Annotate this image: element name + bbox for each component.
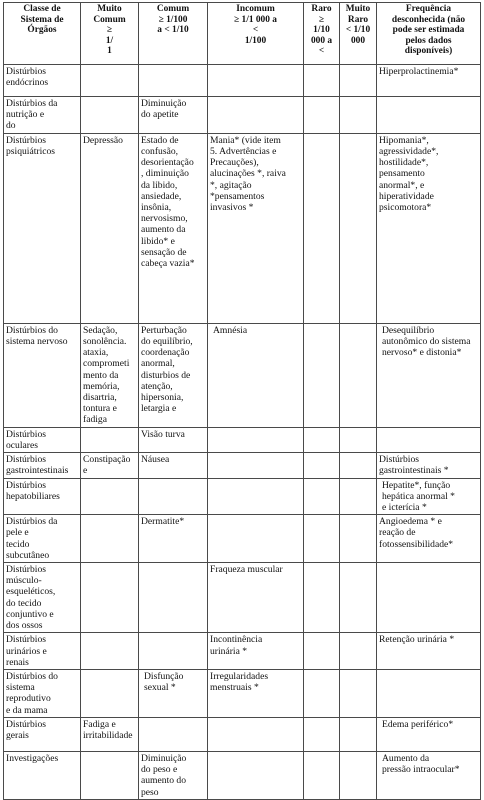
cell-very-common	[81, 97, 139, 134]
header-very-rare: Muito Raro < 1/10 000	[340, 3, 377, 65]
header-unknown-frequency: Frequência desconhecida (não pode ser estimada pelos dados disponíveis)	[377, 3, 481, 65]
adverse-reactions-table	[3, 2, 481, 800]
cell-class: Distúrbios psiquiátricos	[4, 133, 81, 323]
cell-unknown: Aumento da pressão intraocular*	[377, 751, 481, 799]
cell-uncommon	[208, 97, 304, 134]
cell-uncommon	[208, 478, 304, 515]
table-row	[4, 717, 481, 751]
cell-very-common: Sedação, sonolência. ataxia, comprometi mento da memória, disartria, tontura e fadiga	[81, 323, 139, 427]
cell-common: Náusea	[139, 453, 208, 478]
cell-unknown	[377, 427, 481, 452]
cell-unknown: Hiperprolactinemia*	[377, 65, 481, 97]
cell-very-common	[81, 633, 139, 670]
cell-uncommon: Incontinência urinária *	[208, 633, 304, 670]
cell-unknown: Retenção urinária *	[377, 633, 481, 670]
cell-uncommon	[208, 65, 304, 97]
cell-common: Visão turva	[139, 427, 208, 452]
cell-very-common: Constipação e	[81, 453, 139, 478]
table-row	[4, 65, 481, 97]
header-row	[4, 3, 481, 65]
cell-very-rare	[340, 427, 377, 452]
cell-class: Distúrbios oculares	[4, 427, 81, 452]
cell-common: Dermatite*	[139, 515, 208, 563]
cell-rare	[304, 478, 340, 515]
cell-class: Investigações	[4, 751, 81, 799]
cell-uncommon	[208, 751, 304, 799]
cell-common	[139, 633, 208, 670]
cell-uncommon	[208, 515, 304, 563]
cell-rare	[304, 65, 340, 97]
cell-very-common	[81, 670, 139, 718]
cell-rare	[304, 633, 340, 670]
cell-uncommon	[208, 453, 304, 478]
cell-common: Estado de confusão, desorientação , diminuição da libido, ansiedade, insônia, nervosismo, aumento da libido* e sensação de cabeça vazia*	[139, 133, 208, 323]
cell-unknown: Distúrbios gastrointestinais *	[377, 453, 481, 478]
cell-very-common	[81, 515, 139, 563]
cell-unknown: Hipomania*, agressividade*, hostilidade*, pensamento anormal*, e hiperatividade psicomotora*	[377, 133, 481, 323]
cell-common: Perturbação do equilíbrio, coordenação anormal, disturbios de atenção, hipersonia, letargia e	[139, 323, 208, 427]
cell-very-rare	[340, 478, 377, 515]
cell-rare	[304, 751, 340, 799]
header-system-organ-class: Classe de Sistema de Órgãos	[4, 3, 81, 65]
header-very-common: Muito Comum ≥ 1/ 1	[81, 3, 139, 65]
cell-rare	[304, 427, 340, 452]
cell-class: Distúrbios endócrinos	[4, 65, 81, 97]
cell-very-rare	[340, 515, 377, 563]
cell-uncommon: Fraqueza muscular	[208, 563, 304, 633]
cell-very-rare	[340, 751, 377, 799]
cell-uncommon: Mania* (vide item 5. Advertências e Precauções), alucinações *, raiva *, agitação *pensamentos invasivos *	[208, 133, 304, 323]
cell-rare	[304, 97, 340, 134]
cell-class: Distúrbios gastrointestinais	[4, 453, 81, 478]
cell-unknown: Hepatite*, função hepática anormal * e icterícia *	[377, 478, 481, 515]
cell-very-rare	[340, 323, 377, 427]
cell-very-rare	[340, 453, 377, 478]
cell-class: Distúrbios da pele e tecido subcutâneo	[4, 515, 81, 563]
cell-class: Distúrbios hepatobiliares	[4, 478, 81, 515]
cell-unknown: Desequilíbrio autonômico do sistema nervoso* e distonia*	[377, 323, 481, 427]
cell-very-common	[81, 478, 139, 515]
cell-rare	[304, 670, 340, 718]
table-row	[4, 563, 481, 633]
cell-very-rare	[340, 717, 377, 751]
cell-class: Distúrbios urinários e renais	[4, 633, 81, 670]
cell-uncommon: Irregularidades menstruais *	[208, 670, 304, 718]
cell-very-common	[81, 427, 139, 452]
cell-common	[139, 717, 208, 751]
cell-rare	[304, 515, 340, 563]
cell-rare	[304, 717, 340, 751]
cell-class: Distúrbios gerais	[4, 717, 81, 751]
table-row	[4, 97, 481, 134]
cell-common: Disfunção sexual *	[139, 670, 208, 718]
cell-unknown	[377, 563, 481, 633]
table-row	[4, 453, 481, 478]
cell-unknown: Edema periférico*	[377, 717, 481, 751]
table-row	[4, 515, 481, 563]
header-uncommon: Incomum ≥ 1/1 000 a < 1/100	[208, 3, 304, 65]
cell-class: Distúrbios do sistema nervoso	[4, 323, 81, 427]
cell-very-common: Fadiga e irritabilidade	[81, 717, 139, 751]
cell-very-common	[81, 65, 139, 97]
cell-very-common	[81, 563, 139, 633]
table-row	[4, 427, 481, 452]
cell-unknown	[377, 97, 481, 134]
cell-uncommon: Amnésia	[208, 323, 304, 427]
cell-very-rare	[340, 633, 377, 670]
cell-unknown: Angioedema * e reação de fotossensibilidade*	[377, 515, 481, 563]
cell-very-rare	[340, 97, 377, 134]
cell-very-rare	[340, 133, 377, 323]
cell-unknown	[377, 670, 481, 718]
table-row	[4, 323, 481, 427]
cell-rare	[304, 323, 340, 427]
cell-common: Diminuição do apetite	[139, 97, 208, 134]
cell-class: Distúrbios músculo- esqueléticos, do tecido conjuntivo e dos ossos	[4, 563, 81, 633]
table-row	[4, 133, 481, 323]
table-row	[4, 751, 481, 799]
cell-very-common: Depressão	[81, 133, 139, 323]
cell-very-rare	[340, 563, 377, 633]
cell-class: Distúrbios da nutrição e do	[4, 97, 81, 134]
cell-common	[139, 563, 208, 633]
cell-class: Distúrbios do sistema reprodutivo e da mama	[4, 670, 81, 718]
cell-very-rare	[340, 670, 377, 718]
table-row	[4, 633, 481, 670]
cell-common	[139, 478, 208, 515]
cell-uncommon	[208, 717, 304, 751]
cell-very-rare	[340, 65, 377, 97]
cell-rare	[304, 453, 340, 478]
cell-common: Diminuição do peso e aumento do peso	[139, 751, 208, 799]
header-common: Comum ≥ 1/100 a < 1/10	[139, 3, 208, 65]
header-rare: Raro ≥ 1/10 000 a <	[304, 3, 340, 65]
table-row	[4, 478, 481, 515]
cell-uncommon	[208, 427, 304, 452]
cell-rare	[304, 563, 340, 633]
table-row	[4, 670, 481, 718]
cell-rare	[304, 133, 340, 323]
cell-common	[139, 65, 208, 97]
cell-very-common	[81, 751, 139, 799]
